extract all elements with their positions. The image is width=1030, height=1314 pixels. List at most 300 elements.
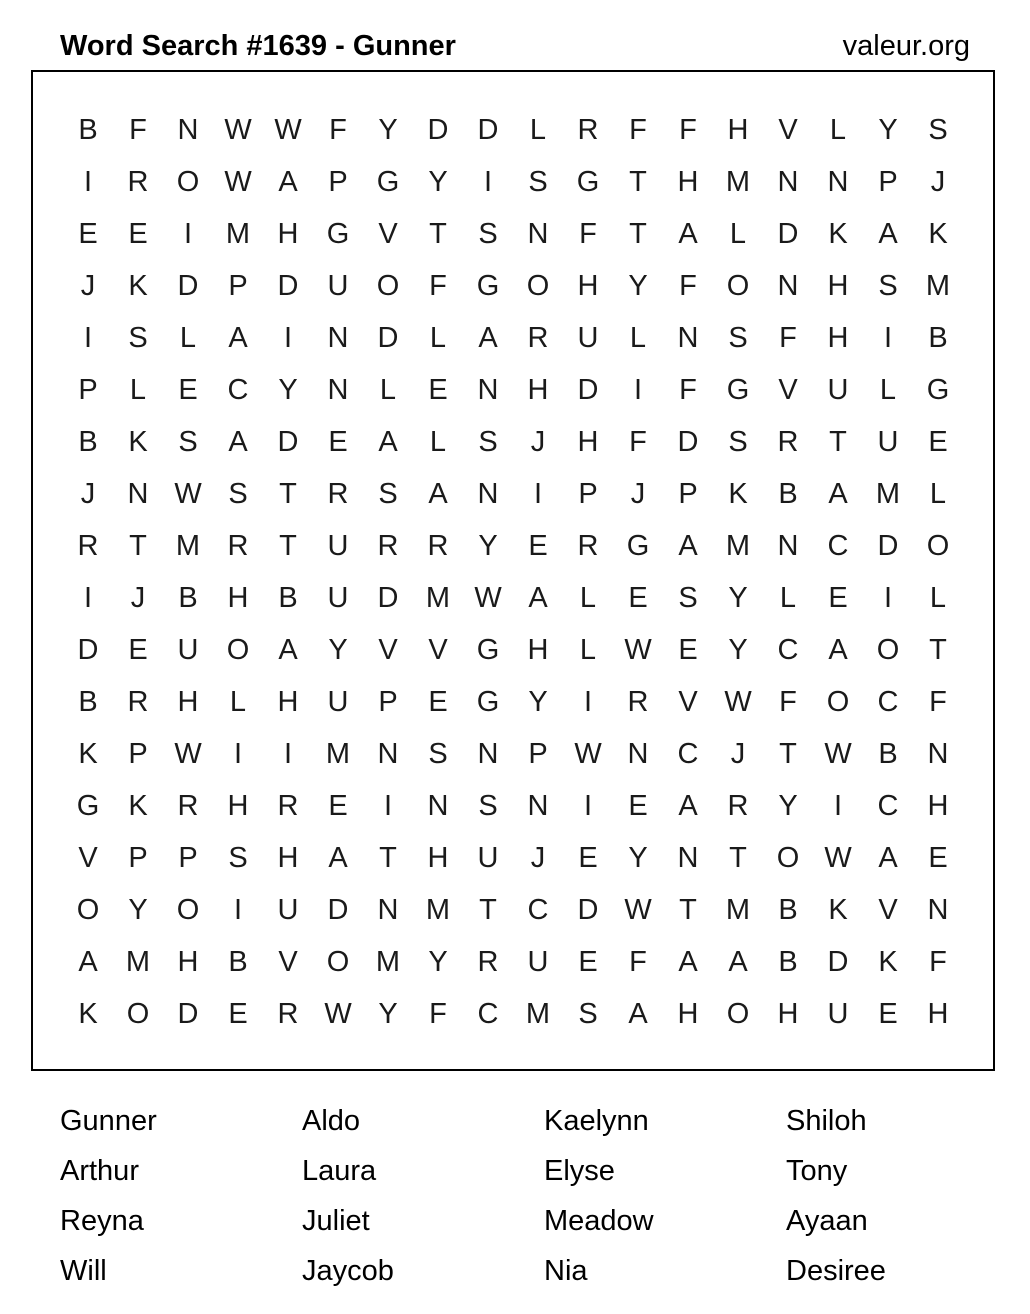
grid-letter: A — [328, 841, 348, 874]
grid-letter: G — [376, 165, 400, 198]
grid-letter: I — [233, 893, 243, 926]
site-name: valeur.org — [842, 30, 970, 62]
grid-letter: L — [429, 321, 447, 354]
grid-letter: W — [624, 633, 652, 666]
grid-letter: D — [177, 269, 199, 302]
grid-letter: I — [283, 321, 293, 354]
grid-letter: H — [177, 945, 199, 978]
grid-letter: F — [629, 425, 647, 458]
grid-letter: Y — [478, 529, 498, 562]
grid-letter: F — [129, 113, 147, 146]
grid-letter: Y — [428, 945, 448, 978]
grid-letter: S — [878, 269, 898, 302]
grid-letter: P — [128, 841, 148, 874]
grid-letter: D — [877, 529, 899, 562]
grid-letter: N — [327, 373, 349, 406]
grid-letter: S — [378, 477, 398, 510]
grid-letter: Y — [728, 633, 748, 666]
grid-letter: A — [628, 997, 648, 1030]
grid-letter: G — [576, 165, 600, 198]
grid-letter: H — [577, 425, 599, 458]
grid-letter: G — [476, 685, 500, 718]
grid-letter: E — [928, 425, 948, 458]
grid-letter: B — [778, 945, 798, 978]
grid-letter: G — [626, 529, 650, 562]
grid-letter: U — [577, 321, 599, 354]
grid-letter: C — [227, 373, 249, 406]
grid-letter: F — [779, 685, 797, 718]
grid-letter: N — [927, 893, 949, 926]
grid-letter: R — [427, 529, 449, 562]
grid-letter: P — [178, 841, 198, 874]
grid-letter: E — [328, 425, 348, 458]
grid-letter: W — [224, 165, 252, 198]
grid-letter: O — [176, 165, 200, 198]
grid-letter: A — [878, 217, 898, 250]
grid-letter: U — [177, 633, 199, 666]
grid-letter: H — [427, 841, 449, 874]
word-list-item: Gunner — [60, 1105, 157, 1137]
grid-letter: W — [324, 997, 352, 1030]
grid-letter: H — [927, 789, 949, 822]
grid-letter: P — [378, 685, 398, 718]
grid-letter: T — [829, 425, 847, 458]
grid-letter: T — [629, 165, 647, 198]
grid-letter: L — [529, 113, 547, 146]
grid-letter: J — [130, 581, 146, 614]
grid-letter: I — [83, 321, 93, 354]
grid-letter: Y — [728, 581, 748, 614]
grid-letter: W — [624, 893, 652, 926]
grid-letter: P — [678, 477, 698, 510]
word-list-item: Shiloh — [786, 1105, 867, 1137]
word-list-item: Reyna — [60, 1205, 144, 1237]
grid-letter: B — [278, 581, 298, 614]
grid-letter: K — [878, 945, 898, 978]
grid-letter: E — [78, 217, 98, 250]
grid-letter: H — [827, 321, 849, 354]
grid-letter: H — [527, 373, 549, 406]
grid-letter: I — [83, 165, 93, 198]
word-list — [60, 1096, 1028, 1296]
word-list-item: Meadow — [544, 1205, 654, 1237]
grid-letter: A — [678, 529, 698, 562]
grid-letter: I — [233, 737, 243, 770]
grid-letter: E — [328, 789, 348, 822]
grid-letter: M — [725, 893, 751, 926]
grid-letter: K — [78, 997, 98, 1030]
grid-letter: T — [429, 217, 447, 250]
grid-letter: S — [678, 581, 698, 614]
grid-letter: J — [630, 477, 646, 510]
grid-letter: A — [78, 945, 98, 978]
grid-letter: F — [679, 373, 697, 406]
grid-letter: H — [927, 997, 949, 1030]
grid-letter: M — [425, 581, 451, 614]
grid-letter: O — [726, 269, 750, 302]
grid-letter: J — [80, 477, 96, 510]
grid-letter: L — [829, 113, 847, 146]
grid-letter: O — [326, 945, 350, 978]
grid-letter: S — [428, 737, 448, 770]
grid-letter: F — [629, 945, 647, 978]
grid-letter: W — [174, 477, 202, 510]
grid-letter: J — [80, 269, 96, 302]
grid-letter: L — [879, 373, 897, 406]
grid-letter: T — [729, 841, 747, 874]
grid-letter: V — [378, 633, 398, 666]
grid-letter: A — [728, 945, 748, 978]
grid-letter: H — [677, 165, 699, 198]
grid-letter: M — [425, 893, 451, 926]
grid-letter: M — [925, 269, 951, 302]
grid-letter: G — [76, 789, 100, 822]
grid-letter: N — [777, 529, 799, 562]
grid-letter: B — [928, 321, 948, 354]
grid-letter: M — [725, 165, 751, 198]
grid-letter: A — [228, 425, 248, 458]
grid-letter: S — [728, 425, 748, 458]
grid-letter: F — [329, 113, 347, 146]
grid-letter: O — [776, 841, 800, 874]
grid-letter: L — [179, 321, 197, 354]
grid-letter: C — [827, 529, 849, 562]
grid-letter: N — [377, 737, 399, 770]
grid-letter: E — [228, 997, 248, 1030]
grid-letter: V — [378, 217, 398, 250]
grid-letter: K — [78, 737, 98, 770]
grid-letter: B — [778, 893, 798, 926]
grid-letter: H — [277, 841, 299, 874]
grid-letter: R — [127, 165, 149, 198]
grid-letter: M — [325, 737, 351, 770]
grid-letter: F — [929, 945, 947, 978]
grid-letter: U — [327, 581, 349, 614]
grid-letter: T — [379, 841, 397, 874]
grid-letter: A — [678, 217, 698, 250]
grid-letter: S — [178, 425, 198, 458]
grid-letter: Y — [878, 113, 898, 146]
grid-letter: K — [128, 425, 148, 458]
grid-letter: V — [428, 633, 448, 666]
grid-letter: M — [875, 477, 901, 510]
grid-letter: I — [883, 581, 893, 614]
grid-letter: E — [628, 789, 648, 822]
word-list-item: Will — [60, 1255, 107, 1287]
grid-letter: T — [279, 529, 297, 562]
grid-letter: E — [928, 841, 948, 874]
word-list-item: Aldo — [302, 1105, 361, 1137]
grid-letter: R — [627, 685, 649, 718]
grid-letter: A — [228, 321, 248, 354]
grid-letter: P — [328, 165, 348, 198]
grid-letter: N — [777, 165, 799, 198]
grid-letter: E — [128, 633, 148, 666]
grid-letter: E — [128, 217, 148, 250]
grid-letter: G — [326, 217, 350, 250]
grid-letter: A — [528, 581, 548, 614]
grid-letter: W — [724, 685, 752, 718]
grid-letter: M — [225, 217, 251, 250]
word-list-item: Laura — [302, 1155, 377, 1187]
grid-letter: I — [833, 789, 843, 822]
grid-letter: A — [828, 477, 848, 510]
grid-letter: A — [278, 633, 298, 666]
grid-letter: H — [577, 269, 599, 302]
grid-letter: F — [679, 113, 697, 146]
word-list-item: Desiree — [786, 1255, 886, 1287]
grid-letter: R — [177, 789, 199, 822]
grid-letter: V — [778, 113, 798, 146]
grid-letter: O — [76, 893, 100, 926]
grid-letter: N — [927, 737, 949, 770]
grid-letter: I — [183, 217, 193, 250]
grid-letter: D — [577, 373, 599, 406]
grid-letter: M — [725, 529, 751, 562]
grid-letter: W — [274, 113, 302, 146]
grid-letter: Y — [328, 633, 348, 666]
grid-letter: E — [428, 685, 448, 718]
grid-letter: K — [928, 217, 948, 250]
grid-letter: F — [429, 997, 447, 1030]
grid-letter: G — [726, 373, 750, 406]
grid-letter: S — [528, 165, 548, 198]
grid-letter: R — [127, 685, 149, 718]
grid-letter: K — [128, 269, 148, 302]
grid-letter: B — [178, 581, 198, 614]
grid-letter: I — [633, 373, 643, 406]
grid-letter: G — [476, 633, 500, 666]
grid-letter: P — [78, 373, 98, 406]
grid-letter: S — [478, 425, 498, 458]
grid-letter: T — [479, 893, 497, 926]
grid-letter: S — [228, 477, 248, 510]
grid-letter: S — [578, 997, 598, 1030]
grid-letter: V — [678, 685, 698, 718]
grid-letter: W — [824, 841, 852, 874]
grid-letter: I — [883, 321, 893, 354]
grid-letter: U — [277, 893, 299, 926]
grid-letter: O — [726, 997, 750, 1030]
grid-letter: S — [478, 789, 498, 822]
grid-letter: D — [577, 893, 599, 926]
grid-letter: N — [527, 217, 549, 250]
grid-letter: L — [129, 373, 147, 406]
grid-letter: B — [78, 685, 98, 718]
grid-letter: E — [828, 581, 848, 614]
grid-letter: R — [377, 529, 399, 562]
grid-letter: R — [277, 997, 299, 1030]
grid-letter: N — [127, 477, 149, 510]
grid-letter: C — [877, 789, 899, 822]
grid-letter: N — [677, 321, 699, 354]
grid-letter: P — [228, 269, 248, 302]
grid-letter: Y — [428, 165, 448, 198]
grid-letter: S — [728, 321, 748, 354]
grid-letter: E — [578, 841, 598, 874]
grid-letter: C — [477, 997, 499, 1030]
grid-letter: I — [583, 685, 593, 718]
grid-letter: F — [679, 269, 697, 302]
grid-letter: T — [629, 217, 647, 250]
grid-letter: F — [629, 113, 647, 146]
grid-letter: N — [327, 321, 349, 354]
grid-letter: O — [826, 685, 850, 718]
grid-letter: V — [878, 893, 898, 926]
grid-letter: I — [83, 581, 93, 614]
grid-letter: U — [327, 529, 349, 562]
grid-letter: W — [824, 737, 852, 770]
grid-letter: U — [527, 945, 549, 978]
grid-letter: R — [327, 477, 349, 510]
grid-letter: E — [878, 997, 898, 1030]
word-list-item: Tony — [786, 1155, 848, 1187]
grid-letter: I — [533, 477, 543, 510]
grid-letter: L — [579, 581, 597, 614]
grid-letter: K — [128, 789, 148, 822]
grid-letter: G — [926, 373, 950, 406]
grid-letter: R — [577, 113, 599, 146]
grid-letter: Y — [378, 113, 398, 146]
grid-letter: M — [375, 945, 401, 978]
grid-letter: H — [527, 633, 549, 666]
grid-letter: A — [678, 789, 698, 822]
word-list-item: Juliet — [302, 1205, 370, 1237]
grid-letter: A — [828, 633, 848, 666]
grid-letter: C — [877, 685, 899, 718]
grid-letter: J — [530, 425, 546, 458]
grid-letter: D — [827, 945, 849, 978]
grid-letter: A — [878, 841, 898, 874]
grid-letter: D — [327, 893, 349, 926]
grid-letter: T — [679, 893, 697, 926]
word-list-item: Jaycob — [302, 1255, 394, 1287]
grid-letter: R — [477, 945, 499, 978]
grid-letter: N — [827, 165, 849, 198]
grid-letter: B — [878, 737, 898, 770]
grid-letter: Y — [128, 893, 148, 926]
grid-letter: L — [579, 633, 597, 666]
grid-letter: M — [175, 529, 201, 562]
grid-letter: B — [778, 477, 798, 510]
grid-letter: Y — [778, 789, 798, 822]
grid-letter: B — [78, 425, 98, 458]
puzzle-title: Word Search #1639 - Gunner — [60, 30, 456, 62]
grid-letter: R — [277, 789, 299, 822]
grid-letter: S — [128, 321, 148, 354]
grid-letter: R — [727, 789, 749, 822]
grid-letter: N — [427, 789, 449, 822]
grid-letter: N — [477, 373, 499, 406]
grid-letter: E — [628, 581, 648, 614]
grid-letter: P — [878, 165, 898, 198]
grid-letter: D — [477, 113, 499, 146]
grid-letter: R — [577, 529, 599, 562]
page-header — [60, 26, 970, 70]
grid-letter: D — [377, 581, 399, 614]
grid-letter: W — [224, 113, 252, 146]
grid-letter: P — [528, 737, 548, 770]
grid-letter: Y — [628, 269, 648, 302]
grid-letter: I — [583, 789, 593, 822]
grid-letter: Y — [528, 685, 548, 718]
grid-letter: A — [478, 321, 498, 354]
grid-letter: L — [729, 217, 747, 250]
grid-letter: V — [278, 945, 298, 978]
grid-letter: U — [827, 997, 849, 1030]
grid-letter: I — [283, 737, 293, 770]
grid-letter: D — [277, 425, 299, 458]
grid-letter: Y — [378, 997, 398, 1030]
grid-letter: I — [483, 165, 493, 198]
grid-letter: U — [827, 373, 849, 406]
word-list-item: Arthur — [60, 1155, 139, 1187]
grid-letter: A — [678, 945, 698, 978]
grid-letter: A — [428, 477, 448, 510]
grid-letter: W — [574, 737, 602, 770]
grid-letter: N — [377, 893, 399, 926]
grid-letter: P — [128, 737, 148, 770]
grid-letter: P — [578, 477, 598, 510]
word-list-item: Elyse — [544, 1155, 615, 1187]
grid-letter: O — [226, 633, 250, 666]
grid-letter: G — [476, 269, 500, 302]
grid-letter: O — [926, 529, 950, 562]
grid-letter: H — [827, 269, 849, 302]
grid-letter: K — [828, 217, 848, 250]
letter-grid — [63, 104, 963, 1040]
word-list-item: Nia — [544, 1255, 588, 1287]
grid-letter: O — [876, 633, 900, 666]
grid-letter: J — [730, 737, 746, 770]
grid-letter: W — [174, 737, 202, 770]
grid-letter: A — [278, 165, 298, 198]
grid-letter: E — [578, 945, 598, 978]
grid-letter: D — [77, 633, 99, 666]
grid-letter: S — [478, 217, 498, 250]
grid-letter: E — [528, 529, 548, 562]
grid-letter: Y — [628, 841, 648, 874]
grid-letter: F — [929, 685, 947, 718]
grid-letter: U — [327, 685, 349, 718]
grid-letter: H — [777, 997, 799, 1030]
grid-letter: M — [125, 945, 151, 978]
grid-letter: H — [177, 685, 199, 718]
grid-letter: H — [277, 217, 299, 250]
grid-letter: O — [376, 269, 400, 302]
grid-letter: T — [929, 633, 947, 666]
grid-letter: T — [279, 477, 297, 510]
grid-letter: V — [778, 373, 798, 406]
grid-letter: K — [828, 893, 848, 926]
grid-letter: B — [78, 113, 98, 146]
grid-letter: E — [178, 373, 198, 406]
grid-letter: L — [429, 425, 447, 458]
grid-letter: N — [527, 789, 549, 822]
grid-letter: O — [126, 997, 150, 1030]
grid-letter: N — [627, 737, 649, 770]
grid-letter: F — [579, 217, 597, 250]
grid-letter: B — [228, 945, 248, 978]
grid-letter: U — [877, 425, 899, 458]
grid-letter: M — [525, 997, 551, 1030]
grid-letter: F — [779, 321, 797, 354]
grid-letter: S — [228, 841, 248, 874]
grid-letter: H — [727, 113, 749, 146]
grid-letter: L — [229, 685, 247, 718]
grid-letter: D — [777, 217, 799, 250]
grid-letter: L — [929, 477, 947, 510]
